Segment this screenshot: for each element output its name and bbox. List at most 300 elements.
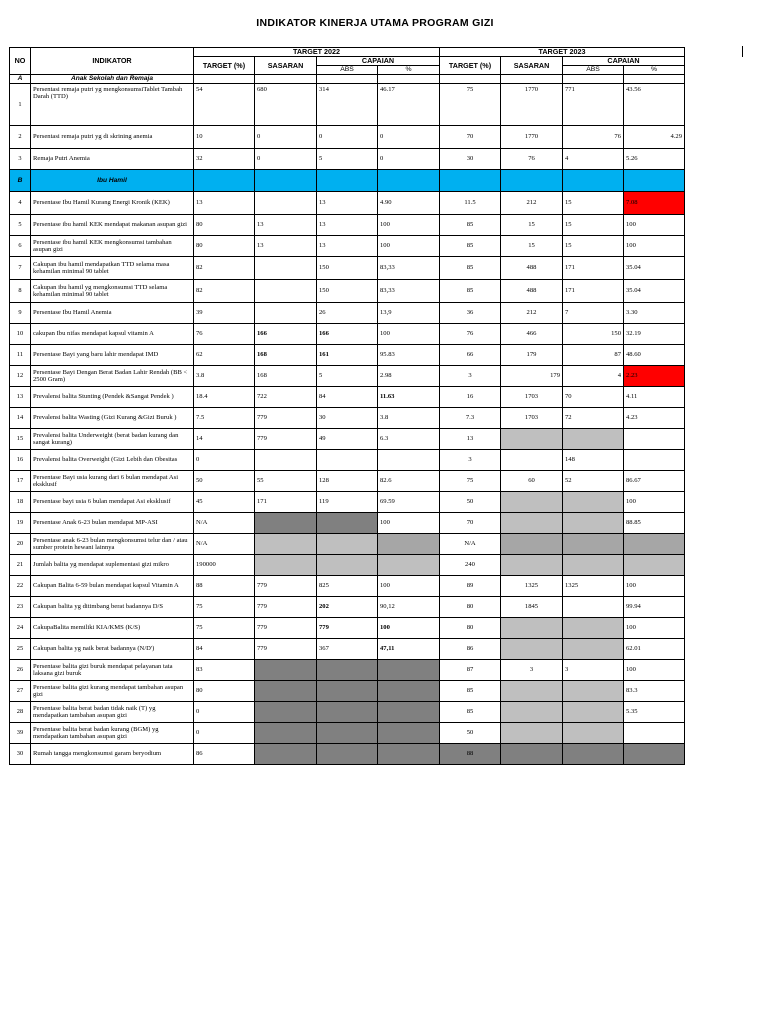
header-abs-2023: ABS xyxy=(563,66,624,75)
table-row xyxy=(10,492,685,513)
cell-s23: 15 xyxy=(501,215,563,236)
cell-t23: N/A xyxy=(440,534,501,555)
cell-t23: 240 xyxy=(440,555,501,576)
header-target-pct-2023: TARGET (%) xyxy=(440,57,501,75)
row-indikator: Persentase Anak 6-23 bulan mendapat MP-ASI xyxy=(31,513,194,534)
cell-t22: 88 xyxy=(194,576,255,597)
cell-p23: 100 xyxy=(624,492,685,513)
cell-s22 xyxy=(255,450,317,471)
table-row xyxy=(10,450,685,471)
cell-s23 xyxy=(501,618,563,639)
row-number: 15 xyxy=(10,429,31,450)
row-number: 30 xyxy=(10,744,31,765)
cell-a22 xyxy=(317,660,378,681)
cell-t22: 190000 xyxy=(194,555,255,576)
cell-t23: 50 xyxy=(440,492,501,513)
cell-a22: 314 xyxy=(317,84,378,126)
row-number: 28 xyxy=(10,702,31,723)
header-target-2022: TARGET 2022 xyxy=(194,48,440,57)
cell-p22: 47,11 xyxy=(378,639,440,660)
cell-s23: 1325 xyxy=(501,576,563,597)
row-number: 3 xyxy=(10,149,31,170)
row-number: 6 xyxy=(10,236,31,257)
cell-a22 xyxy=(317,534,378,555)
cell-s22 xyxy=(255,702,317,723)
section-cell xyxy=(255,75,317,84)
cell-p22 xyxy=(378,744,440,765)
cell-t23: 36 xyxy=(440,303,501,324)
cell-t22: 84 xyxy=(194,639,255,660)
cell-t23: 70 xyxy=(440,513,501,534)
cell-t23: 50 xyxy=(440,723,501,744)
cell-a23: 76 xyxy=(563,126,624,149)
cell-a22: 0 xyxy=(317,126,378,149)
cell-t23: 11.5 xyxy=(440,192,501,215)
row-number: 10 xyxy=(10,324,31,345)
cell-s23: 1703 xyxy=(501,408,563,429)
row-number: 8 xyxy=(10,280,31,303)
row-indikator: Persentase Bayi Dengan Berat Badan Lahir Rendah (BB < 2500 Gram) xyxy=(31,366,194,387)
section-cell xyxy=(624,170,685,192)
cell-p23: 4.11 xyxy=(624,387,685,408)
row-number: 12 xyxy=(10,366,31,387)
cell-t23: 89 xyxy=(440,576,501,597)
cell-a22: 30 xyxy=(317,408,378,429)
header-pct-2023: % xyxy=(624,66,685,75)
cell-t22: 39 xyxy=(194,303,255,324)
cell-s22 xyxy=(255,534,317,555)
cell-t23: 7.3 xyxy=(440,408,501,429)
cell-s22 xyxy=(255,723,317,744)
row-indikator: Cakupan ibu hamil mendapatkan TTD selama masa kehamilan minimal 90 tablet xyxy=(31,257,194,280)
row-number: 19 xyxy=(10,513,31,534)
row-number: 23 xyxy=(10,597,31,618)
cell-s23: 1770 xyxy=(501,126,563,149)
row-number: 7 xyxy=(10,257,31,280)
section-cell xyxy=(440,75,501,84)
cell-s23: 3 xyxy=(501,660,563,681)
cell-p23: 62.01 xyxy=(624,639,685,660)
cell-a22: 202 xyxy=(317,597,378,618)
cell-p22: 100 xyxy=(378,215,440,236)
row-indikator: Persentase balita berat badan tidak naik (T) yg mendapatkan tambahan asupan gizi xyxy=(31,702,194,723)
cell-s23: 212 xyxy=(501,303,563,324)
row-number: 39 xyxy=(10,723,31,744)
cell-a23: 7 xyxy=(563,303,624,324)
cell-t23: 66 xyxy=(440,345,501,366)
section-cell xyxy=(194,170,255,192)
section-cell xyxy=(194,75,255,84)
cell-t22: 80 xyxy=(194,215,255,236)
cell-s22: 779 xyxy=(255,408,317,429)
cell-t22: 83 xyxy=(194,660,255,681)
table-row xyxy=(10,660,685,681)
cell-t22: N/A xyxy=(194,534,255,555)
cell-t22: 75 xyxy=(194,618,255,639)
table-row xyxy=(10,597,685,618)
table-row xyxy=(10,387,685,408)
cell-s22: 166 xyxy=(255,324,317,345)
cell-p22 xyxy=(378,555,440,576)
cell-t23: 85 xyxy=(440,702,501,723)
row-indikator: Persentase ibu hamil KEK mendapat makanan asupan gizi xyxy=(31,215,194,236)
row-indikator: Persentase ibu hamil KEK mengkonsumsi tambahan asupan gizi xyxy=(31,236,194,257)
cell-a23: 87 xyxy=(563,345,624,366)
section-cell xyxy=(440,170,501,192)
cell-t22: 82 xyxy=(194,257,255,280)
cell-s22 xyxy=(255,192,317,215)
table-row xyxy=(10,534,685,555)
cell-p22: 100 xyxy=(378,618,440,639)
cell-a23 xyxy=(563,429,624,450)
cell-p23 xyxy=(624,429,685,450)
cell-t22: 82 xyxy=(194,280,255,303)
table-row xyxy=(10,555,685,576)
header-sasaran-2023: SASARAN xyxy=(501,57,563,75)
row-indikator: Persentase anak 6-23 bulan mengkonsumsi telur dan / atau sumber protein hewani lainnya xyxy=(31,534,194,555)
cell-p22 xyxy=(378,450,440,471)
cell-s23: 15 xyxy=(501,236,563,257)
cell-p22: 100 xyxy=(378,236,440,257)
cell-s23 xyxy=(501,492,563,513)
table-row xyxy=(10,429,685,450)
row-number: 18 xyxy=(10,492,31,513)
row-number: 4 xyxy=(10,192,31,215)
cell-t22: 10 xyxy=(194,126,255,149)
cell-p22: 83,33 xyxy=(378,280,440,303)
cell-t23: 87 xyxy=(440,660,501,681)
cell-a23: 72 xyxy=(563,408,624,429)
header-capaian-2023: CAPAIAN xyxy=(563,57,685,66)
cell-t22: 75 xyxy=(194,597,255,618)
cell-a23: 3 xyxy=(563,660,624,681)
cell-p22 xyxy=(378,660,440,681)
cell-s22 xyxy=(255,555,317,576)
row-indikator: cakupan Ibu nifas mendapat kapsul vitamin A xyxy=(31,324,194,345)
cell-a22: 13 xyxy=(317,215,378,236)
cell-p23: 5.26 xyxy=(624,149,685,170)
cell-p22: 0 xyxy=(378,149,440,170)
cell-t22: 54 xyxy=(194,84,255,126)
row-number: 20 xyxy=(10,534,31,555)
row-indikator: Persentasi remaja putri yg di skrining anemia xyxy=(31,126,194,149)
cell-a22: 367 xyxy=(317,639,378,660)
cell-t22: 32 xyxy=(194,149,255,170)
section-row-a xyxy=(10,75,685,84)
table-row xyxy=(10,723,685,744)
cell-s22 xyxy=(255,303,317,324)
table-row xyxy=(10,702,685,723)
row-number: 11 xyxy=(10,345,31,366)
cell-p23: 83.3 xyxy=(624,681,685,702)
cell-s23 xyxy=(501,513,563,534)
cell-a23: 150 xyxy=(563,324,624,345)
cell-a22: 26 xyxy=(317,303,378,324)
cell-p23: 100 xyxy=(624,576,685,597)
table-row xyxy=(10,280,685,303)
cell-p22: 2.98 xyxy=(378,366,440,387)
cell-t23: 13 xyxy=(440,429,501,450)
row-indikator: Persentasi remaja putri yg mengkonsumsiTablet Tambah Darah (TTD) xyxy=(31,84,194,126)
cell-a22: 779 xyxy=(317,618,378,639)
cell-p22: 82.6 xyxy=(378,471,440,492)
cell-a22: 161 xyxy=(317,345,378,366)
cell-p22: 0 xyxy=(378,126,440,149)
cell-s23 xyxy=(501,555,563,576)
cell-s23 xyxy=(501,450,563,471)
cell-s22: 779 xyxy=(255,576,317,597)
cell-a23: 52 xyxy=(563,471,624,492)
cell-p23 xyxy=(624,723,685,744)
row-number: 17 xyxy=(10,471,31,492)
row-indikator: Rumah tangga mengkonsumsi garam beryodium xyxy=(31,744,194,765)
row-number: 16 xyxy=(10,450,31,471)
cell-s23: 76 xyxy=(501,149,563,170)
section-row-b xyxy=(10,170,685,192)
page-title: INDIKATOR KINERJA UTAMA PROGRAM GIZI xyxy=(256,17,494,29)
cell-s22: 168 xyxy=(255,366,317,387)
cell-t23: 70 xyxy=(440,126,501,149)
cell-a22: 128 xyxy=(317,471,378,492)
cell-t23: 85 xyxy=(440,280,501,303)
table-row xyxy=(10,639,685,660)
cell-p22: 3.8 xyxy=(378,408,440,429)
cell-s22: 680 xyxy=(255,84,317,126)
row-number: 24 xyxy=(10,618,31,639)
cell-p22: 46.17 xyxy=(378,84,440,126)
cell-s23: 488 xyxy=(501,257,563,280)
row-number: 21 xyxy=(10,555,31,576)
cell-s22 xyxy=(255,257,317,280)
cell-t23: 80 xyxy=(440,618,501,639)
cell-p22: 6.3 xyxy=(378,429,440,450)
table-row xyxy=(10,681,685,702)
cell-p23 xyxy=(624,450,685,471)
row-indikator: Prevalensi balita Wasting (Gizi Kurang &Gizi Buruk ) xyxy=(31,408,194,429)
cell-p23: 32.19 xyxy=(624,324,685,345)
cell-p23: 5.35 xyxy=(624,702,685,723)
row-indikator: Persentase Ibu Hamil Anemia xyxy=(31,303,194,324)
cell-t22: 80 xyxy=(194,681,255,702)
cell-p23: 3.30 xyxy=(624,303,685,324)
cell-s22: 779 xyxy=(255,597,317,618)
cell-p22: 100 xyxy=(378,324,440,345)
row-indikator: Persentase balita gizi kurang mendapat tambahan asupan gizi xyxy=(31,681,194,702)
cell-a23 xyxy=(563,555,624,576)
table-row xyxy=(10,408,685,429)
cell-t23: 85 xyxy=(440,257,501,280)
cell-s23: 1703 xyxy=(501,387,563,408)
cell-t23: 85 xyxy=(440,236,501,257)
cell-s23 xyxy=(501,639,563,660)
cell-t23: 3 xyxy=(440,366,501,387)
row-number: 2 xyxy=(10,126,31,149)
section-cell xyxy=(317,170,378,192)
row-indikator: Cakupan Balita 6-59 bulan mendapat kapsul Vitamin A xyxy=(31,576,194,597)
cell-p23: 35.04 xyxy=(624,257,685,280)
cell-p23: 100 xyxy=(624,236,685,257)
cell-s23: 1845 xyxy=(501,597,563,618)
cell-a22: 84 xyxy=(317,387,378,408)
table-row xyxy=(10,126,685,149)
cell-a22: 13 xyxy=(317,192,378,215)
cell-s22: 779 xyxy=(255,639,317,660)
cell-a23 xyxy=(563,744,624,765)
cell-p23 xyxy=(624,534,685,555)
cell-t23: 16 xyxy=(440,387,501,408)
table-row xyxy=(10,303,685,324)
table-row xyxy=(10,192,685,215)
cell-p22: 13,9 xyxy=(378,303,440,324)
cell-a23: 171 xyxy=(563,257,624,280)
cell-s22: 779 xyxy=(255,429,317,450)
cell-a22: 119 xyxy=(317,492,378,513)
header-row-years xyxy=(10,48,685,57)
row-number: 13 xyxy=(10,387,31,408)
header-capaian-2022: CAPAIAN xyxy=(317,57,440,66)
cell-p22 xyxy=(378,534,440,555)
cell-t23: 88 xyxy=(440,744,501,765)
cell-p22: 69.59 xyxy=(378,492,440,513)
cell-t22: 0 xyxy=(194,723,255,744)
cell-a23 xyxy=(563,639,624,660)
cell-a23 xyxy=(563,597,624,618)
table-row xyxy=(10,513,685,534)
cell-p22: 11.63 xyxy=(378,387,440,408)
cell-a23: 15 xyxy=(563,192,624,215)
row-indikator: Persentase balita berat badan kurang (BGM) yg mendapatkan tambahan asupan gizi xyxy=(31,723,194,744)
cell-s23 xyxy=(501,744,563,765)
section-cell xyxy=(255,170,317,192)
cell-t23: 30 xyxy=(440,149,501,170)
cell-s22 xyxy=(255,744,317,765)
cell-s22: 55 xyxy=(255,471,317,492)
row-number: 26 xyxy=(10,660,31,681)
cell-p23 xyxy=(624,555,685,576)
cell-t23: 75 xyxy=(440,84,501,126)
header-abs-2022: ABS xyxy=(317,66,378,75)
table-row xyxy=(10,744,685,765)
cell-t23: 3 xyxy=(440,450,501,471)
cell-s23 xyxy=(501,429,563,450)
cell-p23: 100 xyxy=(624,618,685,639)
table-row xyxy=(10,236,685,257)
cell-a22: 5 xyxy=(317,149,378,170)
table-row xyxy=(10,215,685,236)
header-indikator: INDIKATOR xyxy=(31,48,194,75)
table-row xyxy=(10,618,685,639)
cell-s23: 60 xyxy=(501,471,563,492)
cell-s22: 0 xyxy=(255,126,317,149)
row-indikator: Persentase bayi usia 6 bulan mendapat Asi eksklusif xyxy=(31,492,194,513)
cell-a22 xyxy=(317,702,378,723)
cell-a23: 171 xyxy=(563,280,624,303)
cell-a22: 49 xyxy=(317,429,378,450)
cell-a22 xyxy=(317,450,378,471)
cell-s23 xyxy=(501,723,563,744)
table-row xyxy=(10,324,685,345)
cell-s22: 779 xyxy=(255,618,317,639)
cell-a23: 148 xyxy=(563,450,624,471)
cell-p22 xyxy=(378,723,440,744)
cell-t22: 50 xyxy=(194,471,255,492)
row-indikator: Cakupan balita yg naik berat badannya (N/D') xyxy=(31,639,194,660)
header-target-pct-2022: TARGET (%) xyxy=(194,57,255,75)
cell-p22: 95.83 xyxy=(378,345,440,366)
cell-t22: 13 xyxy=(194,192,255,215)
cell-s23: 488 xyxy=(501,280,563,303)
cell-a22: 150 xyxy=(317,257,378,280)
cell-a23: 4 xyxy=(563,149,624,170)
row-indikator: CakupaBalita memiliki KIA/KMS (K/S) xyxy=(31,618,194,639)
row-number: 27 xyxy=(10,681,31,702)
cell-t23: 75 xyxy=(440,471,501,492)
cell-a22 xyxy=(317,555,378,576)
cell-a23 xyxy=(563,723,624,744)
cell-s22 xyxy=(255,513,317,534)
cell-p23: 48.60 xyxy=(624,345,685,366)
cell-a23 xyxy=(563,513,624,534)
cell-a23 xyxy=(563,681,624,702)
table-row xyxy=(10,576,685,597)
section-code: A xyxy=(10,75,31,84)
header-sasaran-2022: SASARAN xyxy=(255,57,317,75)
cell-a23 xyxy=(563,534,624,555)
section-cell xyxy=(563,75,624,84)
cell-a23: 771 xyxy=(563,84,624,126)
table-row xyxy=(10,366,685,387)
cell-t23: 85 xyxy=(440,215,501,236)
cell-t22: 45 xyxy=(194,492,255,513)
row-indikator: Persentase Ibu Hamil Kurang Energi Kronik (KEK) xyxy=(31,192,194,215)
row-number: 25 xyxy=(10,639,31,660)
cell-a23 xyxy=(563,492,624,513)
section-cell xyxy=(563,170,624,192)
row-indikator: Prevalensi balita Stunting (Pendek &Sangat Pendek ) xyxy=(31,387,194,408)
row-indikator: Remaja Putri Anemia xyxy=(31,149,194,170)
cell-t22: 18.4 xyxy=(194,387,255,408)
indikator-table xyxy=(9,47,685,765)
cell-a23: 15 xyxy=(563,236,624,257)
row-number: 1 xyxy=(10,84,31,126)
section-label: Ibu Hamil xyxy=(31,170,194,192)
cell-p23: 88.85 xyxy=(624,513,685,534)
cell-a22: 166 xyxy=(317,324,378,345)
header-pct-2022: % xyxy=(378,66,440,75)
cell-a22 xyxy=(317,513,378,534)
cell-s23: 179 xyxy=(501,366,563,387)
row-number: 14 xyxy=(10,408,31,429)
cell-t23: 85 xyxy=(440,681,501,702)
cell-t22: 76 xyxy=(194,324,255,345)
cell-p22: 100 xyxy=(378,513,440,534)
cell-p23: 4.29 xyxy=(624,126,685,149)
cell-p23: 7.08 xyxy=(624,192,685,215)
header-target-2023: TARGET 2023 xyxy=(440,48,685,57)
cell-a23: 15 xyxy=(563,215,624,236)
row-indikator: Jumlah balita yg mendapat suplementasi gizi mikro xyxy=(31,555,194,576)
cell-a22: 150 xyxy=(317,280,378,303)
cell-a22: 5 xyxy=(317,366,378,387)
cell-p22: 100 xyxy=(378,576,440,597)
cell-s23: 179 xyxy=(501,345,563,366)
cell-t22: N/A xyxy=(194,513,255,534)
cell-a22 xyxy=(317,681,378,702)
cell-t22: 0 xyxy=(194,702,255,723)
row-indikator: Cakupan ibu hamil yg mengkonsumsi TTD selama kehamilan minimal 90 tablet xyxy=(31,280,194,303)
cell-a23 xyxy=(563,702,624,723)
cell-s23 xyxy=(501,702,563,723)
